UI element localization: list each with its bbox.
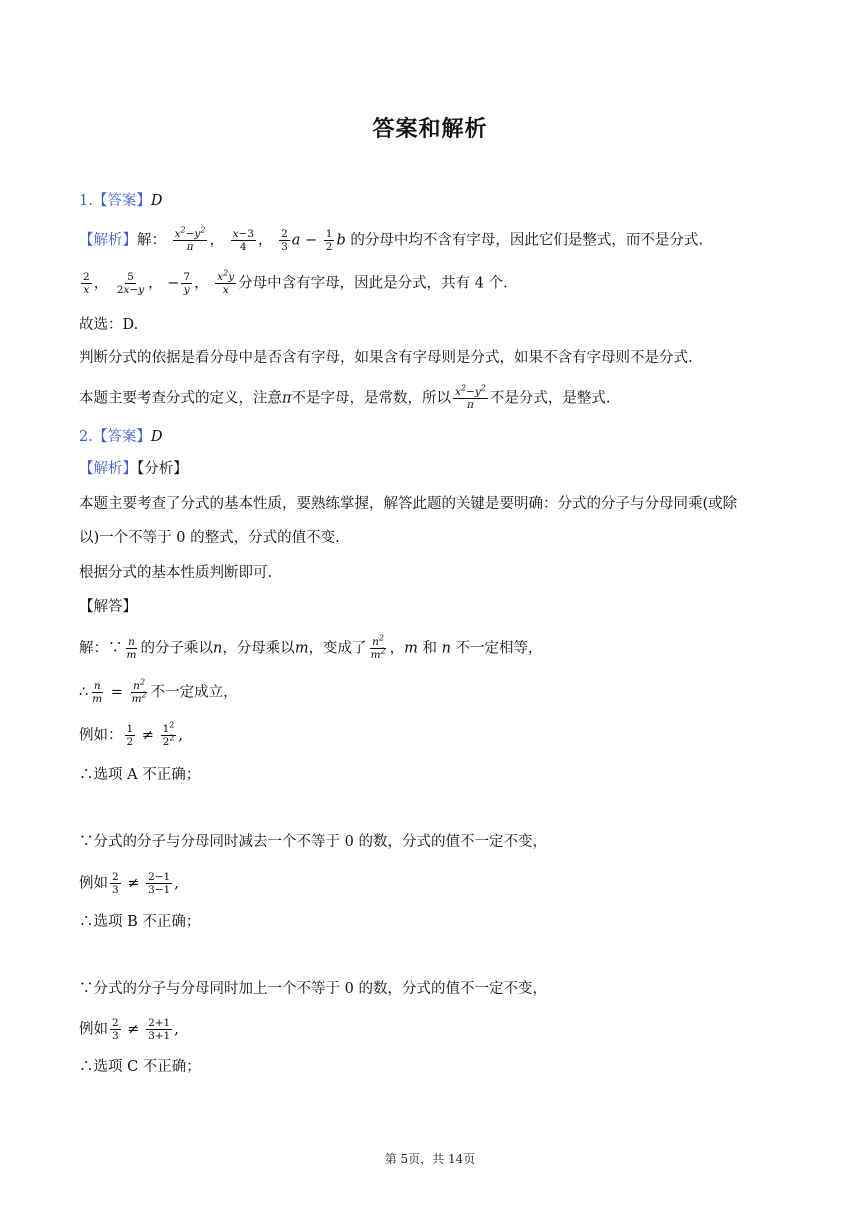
- fraction: $\frac{n}{m}$: [92, 680, 103, 705]
- q2-step2: ∴ $\frac{n}{m}$ = $\frac{n^2}{m^2}$ 不一定成立，: [79, 677, 238, 705]
- q1-line3: 故选：D.: [79, 317, 139, 333]
- q2-analysis-line: [79, 458, 188, 480]
- q2-s2-pre: ∴: [79, 684, 89, 701]
- q2-step6: 例如 $\frac{2}{3}$ ≠ $\frac{2-1}{3-1}$ ,: [79, 871, 179, 896]
- fraction: $\frac{1}{2}$: [126, 723, 134, 748]
- fraction: $\frac{2}{3}$: [281, 228, 288, 253]
- q2-fenxi-tag: 【分析】: [137, 461, 188, 477]
- q2-s1-d: ，变成了: [308, 640, 367, 657]
- q2-p1a: 本题主要考查了分式的基本性质，要熟练掌握，解答此题的关键是要明确：分式的分子与分母同乘(或除: [79, 496, 738, 512]
- fraction: $\frac{5}{2x-y}$: [116, 271, 145, 296]
- fraction: $\frac{2}{3}$: [112, 1017, 119, 1042]
- q1-line5-b: 不是字母，是常数，所以: [291, 390, 452, 407]
- fraction: $\frac{1^2}{2^2}$: [162, 720, 175, 748]
- q2-p2: 根据分式的基本性质判断即可.: [79, 565, 273, 581]
- q2-s6-pre: 例如: [79, 875, 108, 892]
- q2-step7: ∴选项 B 不正确；: [79, 914, 201, 930]
- q2-s1-a: 解：∵: [79, 640, 123, 657]
- q1-line1-text: 的分母中均不含有字母，因此它们是整式，而不是分式.: [350, 232, 703, 249]
- q1-line5: [79, 383, 611, 411]
- fraction: $\frac{n^2}{m^2}$: [370, 633, 386, 661]
- fraction: $\frac{2-1}{3-1}$: [148, 871, 171, 896]
- q2-answer-line: [79, 426, 162, 448]
- q2-s9-pre: 例如: [79, 1021, 108, 1038]
- q2-step3: 例如： $\frac{1}{2}$ ≠ $\frac{1^2}{2^2}$ ,: [79, 720, 183, 748]
- q2-s9-tail: ,: [174, 1021, 179, 1038]
- q1-analysis-tag: 【解析】: [79, 232, 137, 249]
- q2-step4: ∴选项 A 不正确；: [79, 767, 201, 783]
- fraction: $\frac{x^2y}{x}$: [217, 268, 235, 296]
- q1-answer-line: [79, 190, 162, 212]
- q2-s1-f: 和: [422, 640, 437, 657]
- q2-s3-pre: 例如：: [79, 727, 123, 744]
- pi-symbol: π: [282, 390, 292, 407]
- q2-step10: ∴选项 C 不正确；: [79, 1059, 201, 1075]
- fraction: $\frac{2}{3}$: [112, 871, 119, 896]
- q2-s1-e: ，: [389, 640, 405, 657]
- q2-step1: 解：∵ $\frac{n}{m}$ 的分子乘以n，分母乘以m，变成了 $\frac{n^2}{m^2}$ ，m 和 n 不一定相等，: [79, 633, 543, 661]
- q1-answer: D: [150, 193, 163, 209]
- page-title: 答案和解析: [372, 117, 488, 142]
- q2-p1b: 以)一个不等于 0 的整式，分式的值不变.: [79, 530, 340, 546]
- q1-line5-a: 本题主要考查分式的定义，注意: [79, 390, 282, 407]
- q2-jieda-tag: 【解答】: [79, 599, 137, 615]
- q2-number: 2.: [79, 429, 93, 445]
- q2-answer-tag: 【答案】: [92, 429, 151, 445]
- q2-s1-c: ，分母乘以: [222, 640, 295, 657]
- q1-line5-c: 不是分式，是整式.: [489, 390, 611, 407]
- q1-number: 1.: [79, 193, 93, 209]
- q2-step9: 例如 $\frac{2}{3}$ ≠ $\frac{2+1}{3+1}$ ,: [79, 1017, 179, 1042]
- fraction: $\frac{x^2-y^2}{\pi}$: [174, 225, 206, 253]
- fraction: $\frac{x-3}{4}$: [232, 228, 254, 253]
- q2-step8: ∵分式的分子与分母同时加上一个不等于 0 的数，分式的值不一定不变，: [79, 981, 547, 997]
- q2-s1-b: 的分子乘以: [140, 640, 213, 657]
- q2-analysis-tag: 【解析】: [79, 461, 137, 477]
- fraction: $\frac{7}{y}$: [183, 271, 191, 296]
- page-footer: 第 5页，共 14页: [384, 1152, 476, 1166]
- q1-line4: 判断分式的依据是看分母中是否含有字母，如果含有字母则是分式，如果不含有字母则不是分式.: [79, 350, 693, 366]
- q2-step5: ∵分式的分子与分母同时减去一个不等于 0 的数，分式的值不一定不变，: [79, 834, 547, 850]
- q1-line2-text: 分母中含有字母，因此是分式，共有 4 个.: [238, 275, 508, 292]
- fraction: $\frac{1}{2}$: [325, 228, 333, 253]
- q2-answer: D: [150, 429, 163, 445]
- fraction: $\frac{n}{m}$: [126, 636, 137, 661]
- q2-s3-tail: ,: [178, 727, 183, 744]
- fraction: $\frac{2+1}{3+1}$: [148, 1017, 171, 1042]
- q2-s6-tail: ,: [174, 875, 179, 892]
- q2-s2-tail: 不一定成立，: [150, 684, 238, 701]
- fraction: $\frac{2}{x}$: [83, 271, 90, 296]
- fraction: $\frac{x^2-y^2}{\pi}$: [455, 383, 486, 411]
- q1-answer-tag: 【答案】: [92, 193, 151, 209]
- jie-label: 解：: [137, 232, 166, 249]
- fraction: $\frac{n^2}{m^2}$: [131, 677, 147, 705]
- q2-s1-g: 不一定相等，: [455, 640, 543, 657]
- q1-analysis-line1: 【解析】解： $\frac{x^2-y^2}{\pi}$ ， $\frac{x-3}{4}$ ， $\frac{2}{3}$ a − $\frac{1}{2}$ b 的分母中均不含有字母，因此它们是整式，而不是分式.: [79, 225, 703, 253]
- q1-analysis-line2: $\frac{2}{x}$ ， $\frac{5}{2x-y}$ ， − $\frac{7}{y}$ ， $\frac{x^2y}{x}$ 分母中含有字母，因此是分式，共有 4 个.: [83, 268, 508, 296]
